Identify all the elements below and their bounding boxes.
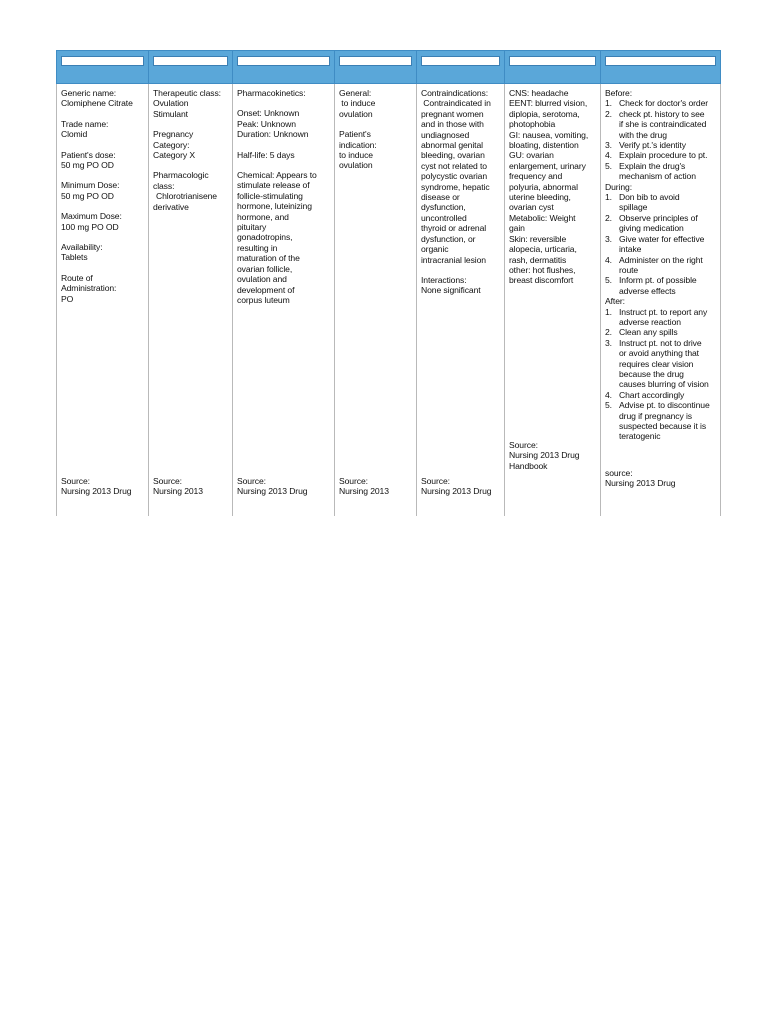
- mechanism-line: hormone, luteinizing: [237, 201, 312, 212]
- general-indication-label: General:: [339, 88, 372, 98]
- availability-label: Availability:: [61, 242, 103, 253]
- step-text: teratogenic: [619, 431, 661, 442]
- step-text: suspected because it is: [619, 421, 707, 431]
- source-value: Handbook: [509, 460, 548, 471]
- source-block: [605, 468, 717, 489]
- contraindication-line: pregnant women: [421, 108, 484, 119]
- header-box: [605, 56, 716, 66]
- nursing-step: [605, 98, 716, 108]
- maximum-dose-value: 100 mg PO OD: [61, 221, 119, 232]
- nursing-step: [605, 213, 716, 234]
- header-cell: [505, 51, 601, 84]
- classification-cell: [149, 84, 233, 517]
- drug-name-cell: [57, 84, 149, 517]
- pharmacologic-class-value: derivative: [153, 201, 189, 212]
- step-text: drug if pregnancy is: [619, 410, 692, 421]
- pregnancy-category-label: Pregnancy: [153, 129, 194, 140]
- step-number: 1.: [605, 306, 612, 317]
- step-number: 1.: [605, 98, 612, 109]
- step-text: adverse effects: [619, 285, 676, 296]
- step-number: 2.: [605, 212, 612, 223]
- pharmacologic-class-label: Pharmacologic: [153, 170, 209, 181]
- indication-cell: [335, 84, 417, 517]
- patient-indication-value: ovulation: [339, 160, 373, 171]
- step-number: 1.: [605, 192, 612, 203]
- nursing-step: [605, 109, 716, 140]
- step-text: mechanism of action: [619, 171, 696, 182]
- source-value: Nursing 2013: [339, 486, 389, 497]
- step-text: spillage: [619, 202, 648, 213]
- header-box: [509, 56, 596, 66]
- contraindication-line: syndrome, hepatic: [421, 181, 490, 192]
- step-text: Give water for effective: [619, 233, 705, 244]
- nursing-step: [605, 400, 716, 442]
- source-label: Source:: [237, 476, 266, 486]
- drug-study-sheet: [56, 50, 720, 516]
- step-text: giving medication: [619, 223, 684, 234]
- step-number: 4.: [605, 150, 612, 161]
- source-block: [339, 476, 413, 497]
- step-text: Instruct pt. to report any: [619, 306, 708, 317]
- mechanism-line: gonadotropins,: [237, 232, 293, 243]
- step-text: Don bib to avoid: [619, 192, 680, 203]
- step-text: Inform pt. of possible: [619, 275, 697, 286]
- nursing-step: [605, 192, 716, 213]
- mechanism-line: ovulation and: [237, 274, 287, 285]
- nursing-step: [605, 150, 716, 160]
- drug-study-table: [56, 50, 721, 516]
- contraindication-line: cyst not related to: [421, 160, 487, 171]
- side-effect-line: ovarian cyst: [509, 202, 554, 213]
- interactions-value: None significant: [421, 285, 481, 296]
- contraindication-line: polycystic ovarian: [421, 171, 488, 182]
- contraindication-line: dysfunction,: [421, 202, 466, 213]
- step-text: Explain procedure to pt.: [619, 150, 708, 161]
- source-value: Nursing 2013: [153, 486, 203, 497]
- step-number: 3.: [605, 140, 612, 151]
- header-box: [421, 56, 500, 66]
- header-cell: [601, 51, 721, 84]
- side-effect-line: gain: [509, 223, 525, 234]
- step-text: Verify pt.'s identity: [619, 140, 686, 151]
- header-cell: [335, 51, 417, 84]
- nursing-step: [605, 390, 716, 400]
- pharmacologic-class-value: Chlorotrianisene: [156, 191, 217, 202]
- contraindication-line: organic: [421, 244, 449, 255]
- source-block: [509, 440, 597, 471]
- pharmacologic-class-label: class:: [153, 180, 175, 191]
- during-label: During:: [605, 181, 633, 192]
- side-effect-line: Metabolic: Weight: [509, 212, 576, 223]
- side-effect-line: bloating, distention: [509, 140, 579, 151]
- source-label: Source:: [339, 476, 368, 486]
- nursing-step: [605, 161, 716, 182]
- step-number: 4.: [605, 254, 612, 265]
- patient-dose-value: 50 mg PO OD: [61, 160, 114, 171]
- source-value: Nursing 2013 Drug: [237, 486, 308, 497]
- contraindication-line: uncontrolled: [421, 212, 467, 223]
- before-label: Before:: [605, 88, 633, 98]
- nursing-step: [605, 234, 716, 255]
- source-label: Source:: [153, 476, 182, 486]
- step-text: Observe principles of: [619, 212, 698, 223]
- side-effect-line: other: hot flushes,: [509, 264, 576, 275]
- trade-name-label: Trade name:: [61, 118, 109, 129]
- side-effect-line: diplopia, serotoma,: [509, 108, 580, 119]
- contraindication-line: bleeding, ovarian: [421, 150, 485, 161]
- source-label: source:: [605, 468, 633, 478]
- step-text: Check for doctor's order: [619, 98, 709, 109]
- mechanism-line: stimulate release of: [237, 180, 310, 191]
- header-box: [339, 56, 412, 66]
- mechanism-line: resulting in: [237, 242, 278, 253]
- mechanism-line: corpus luteum: [237, 294, 290, 305]
- nursing-step: [605, 327, 716, 337]
- pharmacokinetics-label: Pharmacokinetics:: [237, 88, 306, 98]
- route-label: Administration:: [61, 283, 117, 294]
- step-text: route: [619, 264, 639, 275]
- source-label: Source:: [61, 476, 90, 486]
- step-text: check pt. history to see: [619, 108, 705, 119]
- patient-indication-label: indication:: [339, 139, 377, 150]
- route-value: PO: [61, 293, 74, 304]
- route-label: Route of: [61, 272, 93, 283]
- step-text: Advise pt. to discontinue: [619, 400, 710, 411]
- during-list: [605, 192, 716, 296]
- step-text: Chart accordingly: [619, 389, 685, 400]
- step-number: 3.: [605, 233, 612, 244]
- step-text: because the drug: [619, 368, 684, 379]
- step-text: Explain the drug's: [619, 160, 686, 171]
- step-text: or avoid anything that: [619, 348, 699, 359]
- nursing-step: [605, 140, 716, 150]
- step-number: 3.: [605, 337, 612, 348]
- side-effect-line: GI: nausea, vomiting,: [509, 129, 589, 140]
- general-indication-value: to induce: [339, 98, 376, 109]
- side-effect-line: frequency and: [509, 171, 563, 182]
- header-cell: [57, 51, 149, 84]
- availability-value: Tablets: [61, 252, 88, 263]
- contraindication-line: disease or: [421, 192, 460, 203]
- half-life-text: Half-life: 5 days: [237, 149, 295, 160]
- side-effect-line: CNS: headache: [509, 88, 569, 98]
- nursing-step: [605, 255, 716, 276]
- patient-indication-value: to induce: [339, 150, 373, 161]
- source-block: [421, 476, 501, 497]
- side-effect-line: polyuria, abnormal: [509, 181, 578, 192]
- general-indication-value: ovulation: [339, 108, 373, 119]
- pregnancy-category-value: Category X: [153, 150, 195, 161]
- step-number: 2.: [605, 327, 612, 338]
- contraindication-line: Contraindicated in: [421, 98, 491, 109]
- before-list: [605, 98, 716, 181]
- header-box: [153, 56, 228, 66]
- source-label: Source:: [509, 440, 538, 450]
- patient-indication-label: Patient's: [339, 129, 371, 140]
- step-number: 5.: [605, 160, 612, 171]
- contraindication-line: thyroid or adrenal: [421, 223, 487, 234]
- header-box: [237, 56, 330, 66]
- source-value: Nursing 2013 Drug: [509, 450, 580, 461]
- mechanism-line: maturation of the: [237, 253, 300, 264]
- step-text: Clean any spills: [619, 327, 678, 338]
- header-cell: [417, 51, 505, 84]
- contraindication-line: and in those with: [421, 119, 484, 130]
- header-box: [61, 56, 144, 66]
- source-value: Nursing 2013 Drug: [605, 478, 676, 489]
- onset-text: Onset: Unknown: [237, 108, 300, 119]
- source-block: [237, 476, 331, 497]
- nursing-responsibilities-cell: [601, 84, 721, 517]
- side-effect-line: EENT: blurred vision,: [509, 98, 588, 109]
- side-effect-line: rash, dermatitis: [509, 254, 567, 265]
- minimum-dose-label: Minimum Dose:: [61, 180, 120, 191]
- side-effect-line: Skin: reversible: [509, 233, 567, 244]
- generic-name-value: Clomiphene Citrate: [61, 98, 133, 109]
- step-text: requires clear vision: [619, 358, 694, 369]
- side-effect-line: breast discomfort: [509, 275, 574, 286]
- therapeutic-class-label: Therapeutic class:: [153, 88, 221, 98]
- pharmacokinetics-cell: [233, 84, 335, 517]
- side-effect-line: alopecia, urticaria,: [509, 244, 577, 255]
- mechanism-line: Chemical: Appears to: [237, 170, 317, 181]
- contraindication-line: undiagnosed: [421, 129, 470, 140]
- maximum-dose-label: Maximum Dose:: [61, 211, 122, 222]
- contraindication-line: intracranial lesion: [421, 254, 486, 265]
- mechanism-line: development of: [237, 284, 295, 295]
- mechanism-line: follicle-stimulating: [237, 190, 303, 201]
- step-text: Instruct pt. not to drive: [619, 337, 702, 348]
- mechanism-line: pituitary: [237, 222, 267, 233]
- source-block: [153, 476, 229, 497]
- trade-name-value: Clomid: [61, 129, 88, 140]
- step-text: intake: [619, 244, 642, 255]
- content-row: [57, 84, 721, 517]
- interactions-label: Interactions:: [421, 274, 467, 285]
- duration-text: Duration: Unknown: [237, 129, 309, 140]
- step-text: Administer on the right: [619, 254, 703, 265]
- after-list: [605, 307, 716, 442]
- source-label: Source:: [421, 476, 450, 486]
- source-value: Nursing 2013 Drug: [61, 486, 132, 497]
- therapeutic-class-value: Ovulation: [153, 98, 189, 109]
- contraindication-line: abnormal genital: [421, 140, 483, 151]
- contraindications-label: Contraindications:: [421, 88, 488, 98]
- contraindication-line: dysfunction, or: [421, 233, 476, 244]
- mechanism-line: ovarian follicle,: [237, 263, 293, 274]
- step-number: 5.: [605, 275, 612, 286]
- minimum-dose-value: 50 mg PO OD: [61, 190, 114, 201]
- therapeutic-class-value: Stimulant: [153, 108, 188, 119]
- mechanism-line: hormone, and: [237, 211, 289, 222]
- generic-name-label: Generic name:: [61, 88, 117, 98]
- nursing-step: [605, 275, 716, 296]
- step-text: if she is contraindicated: [619, 119, 707, 130]
- nursing-step: [605, 307, 716, 328]
- source-value: Nursing 2013 Drug: [421, 486, 492, 497]
- after-label: After:: [605, 296, 625, 307]
- header-cell: [149, 51, 233, 84]
- side-effects-cell: [505, 84, 601, 517]
- step-number: 5.: [605, 400, 612, 411]
- step-text: with the drug: [619, 129, 667, 140]
- header-cell: [233, 51, 335, 84]
- peak-text: Peak: Unknown: [237, 118, 296, 129]
- step-text: adverse reaction: [619, 316, 681, 327]
- step-number: 2.: [605, 108, 612, 119]
- side-effect-line: uterine bleeding,: [509, 192, 571, 203]
- pregnancy-category-label: Category:: [153, 139, 190, 150]
- step-text: causes blurring of vision: [619, 379, 709, 390]
- contraindications-cell: [417, 84, 505, 517]
- nursing-step: [605, 338, 716, 390]
- patient-dose-label: Patient's dose:: [61, 149, 116, 160]
- header-row: [57, 51, 721, 84]
- source-block: [61, 476, 145, 497]
- side-effect-line: enlargement, urinary: [509, 160, 586, 171]
- step-number: 4.: [605, 389, 612, 400]
- side-effect-line: GU: ovarian: [509, 150, 554, 161]
- side-effect-line: photophobia: [509, 119, 556, 130]
